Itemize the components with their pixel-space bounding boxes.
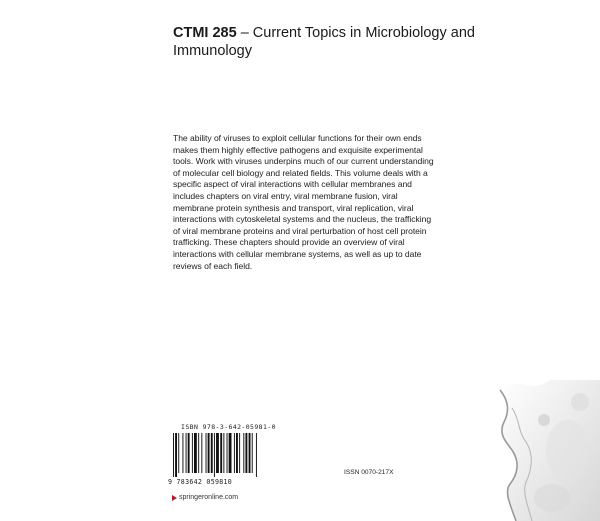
barcode-bar — [194, 433, 197, 473]
barcode-bar — [229, 433, 232, 473]
barcode-bar — [182, 433, 183, 473]
barcode-bar — [186, 433, 187, 473]
barcode-bar — [216, 433, 219, 473]
barcode-bar — [211, 433, 213, 473]
isbn-label: ISBN 978-3-642-05981-0 — [181, 423, 276, 431]
barcode-bar — [208, 433, 210, 473]
barcode-bar — [198, 433, 199, 473]
micrograph-image — [440, 380, 600, 521]
barcode-bar — [256, 433, 257, 477]
barcode-bar — [173, 433, 174, 477]
barcode-bar — [227, 433, 228, 473]
barcode-bar — [192, 433, 193, 473]
springer-arrow-icon — [172, 495, 177, 501]
barcode — [171, 433, 289, 477]
barcode-bar — [236, 433, 238, 473]
publisher-website-text: springeronline.com — [179, 494, 239, 501]
barcode-bar — [178, 433, 179, 473]
series-title — [173, 24, 503, 60]
barcode-bar — [214, 433, 215, 477]
barcode-bar — [175, 433, 177, 477]
barcode-bar — [188, 433, 190, 473]
issn-number: ISSN 0070-217X — [344, 469, 394, 476]
barcode-bar — [220, 433, 222, 473]
book-description: The ability of viruses to exploit cellular functions for their own ends makes them highly effective pathogens and exquisite experimental tools. Work with viruses underpins much of our current understanding of molecular cell biology and related fields. This volume deals with a specific aspect of viral interactions with cellular membranes and includes chapters on viral entry, viral membrane fusion, viral membrane protein synthesis and transport, viral replication, viral interactions with cytoskeletal systems and the nucleus, the trafficking of viral membrane proteins and viral perturbation of host cell protein trafficking. These chapters should provide an overview of viral interactions with cellular membrane systems, as well as up to date reviews of each field. — [173, 133, 434, 271]
barcode-digits: 9 783642 059810 — [168, 478, 233, 486]
barcode-bar — [206, 433, 207, 473]
barcode-bar — [201, 433, 202, 473]
barcode-bar — [234, 433, 235, 473]
series-name: – Current Topics in Microbiology and Immunology — [173, 25, 475, 59]
barcode-bar — [223, 433, 224, 473]
barcode-bar — [239, 433, 240, 473]
barcode-bar — [249, 433, 251, 473]
barcode-bar — [252, 433, 253, 473]
barcode-bar — [243, 433, 244, 473]
series-code: CTMI 285 — [173, 25, 237, 41]
publisher-website[interactable] — [172, 494, 238, 501]
barcode-bar — [245, 433, 247, 473]
